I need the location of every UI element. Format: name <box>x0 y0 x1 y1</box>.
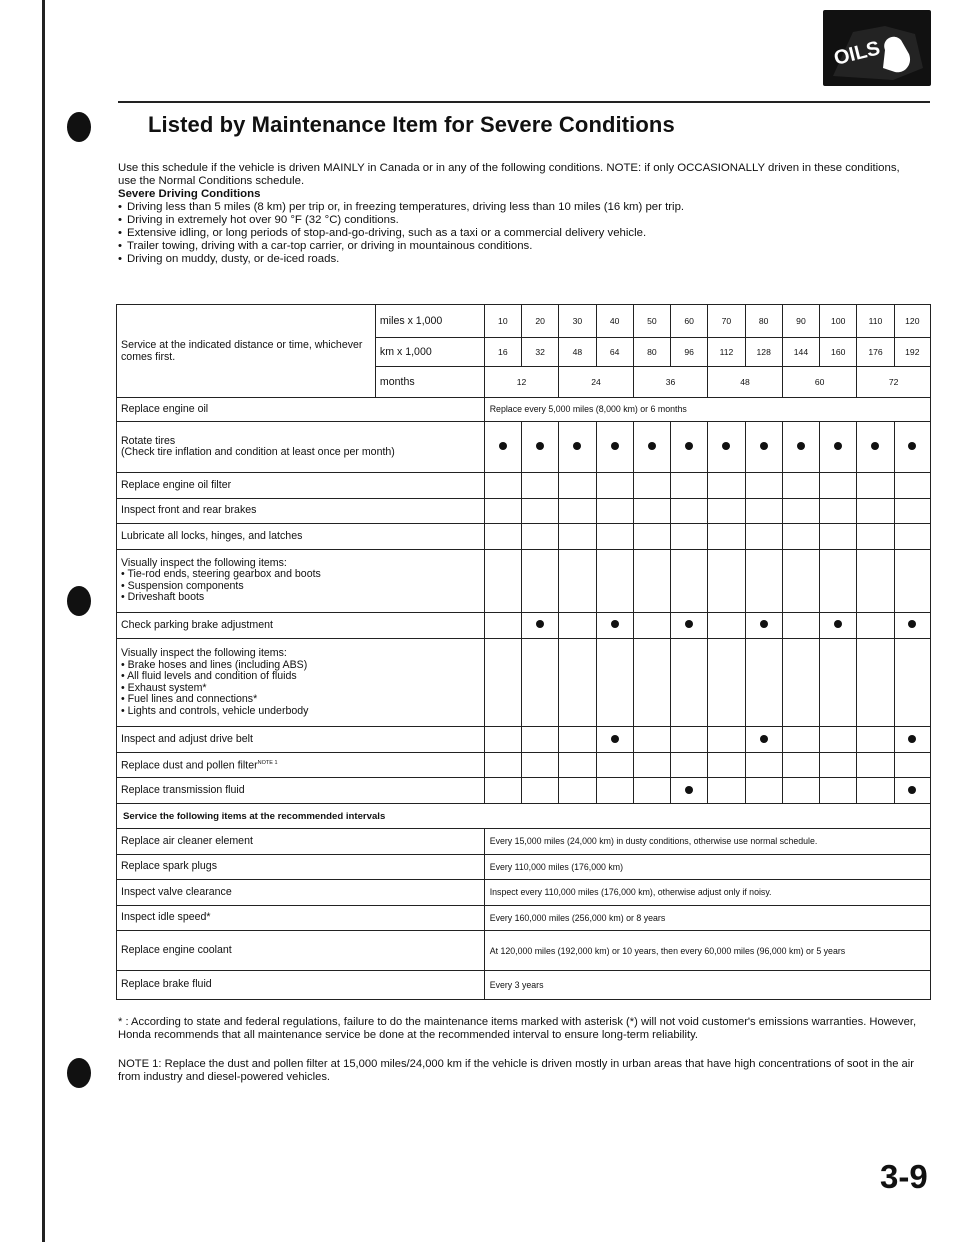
service-dot-cell <box>596 727 633 753</box>
item-brake-fluid: Replace brake fluid <box>117 971 485 1000</box>
service-dot <box>760 620 768 628</box>
service-dot <box>611 620 619 628</box>
service-dot <box>871 442 879 450</box>
oil-interval-note: Replace every 5,000 miles (8,000 km) or 6 months <box>484 397 930 421</box>
visual1-item: • Suspension components <box>121 579 244 592</box>
months-cell: 24 <box>559 367 634 398</box>
km-cell: 128 <box>745 337 782 367</box>
service-dot-cell <box>894 613 930 639</box>
intro-section <box>118 162 918 266</box>
condition-item: • Driving on muddy, dusty, or de-iced roads. <box>118 253 918 266</box>
service-dot-cell <box>782 422 819 473</box>
service-dot-cell <box>745 613 782 639</box>
service-dot-cell <box>894 422 930 473</box>
item-rotate-tires <box>117 422 485 473</box>
km-cell: 112 <box>708 337 745 367</box>
service-dot-cell <box>671 422 708 473</box>
item-drive-belt: Inspect and adjust drive belt <box>117 727 485 753</box>
visual1-item: • Driveshaft boots <box>121 591 205 604</box>
miles-cell: 120 <box>894 305 930 338</box>
miles-cell: 40 <box>596 305 633 338</box>
item-air-cleaner: Replace air cleaner element <box>117 829 485 855</box>
km-label: km x 1,000 <box>375 337 484 367</box>
visual1-heading: Visually inspect the following items: <box>121 556 287 569</box>
service-dot-cell <box>820 422 857 473</box>
item-spark-plugs: Replace spark plugs <box>117 854 485 880</box>
miles-label: miles x 1,000 <box>375 305 484 338</box>
km-cell: 80 <box>633 337 670 367</box>
service-dot-cell <box>894 778 930 804</box>
service-dot-cell <box>894 727 930 753</box>
service-dot <box>685 620 693 628</box>
service-dot <box>685 442 693 450</box>
visual1-item: • Tie-rod ends, steering gearbox and boots <box>121 568 321 581</box>
service-dot-cell <box>596 422 633 473</box>
page-title: Listed by Maintenance Item for Severe Conditions <box>148 112 675 137</box>
visual2-item: • Exhaust system* <box>121 681 207 694</box>
miles-cell: 110 <box>857 305 894 338</box>
months-cell: 12 <box>484 367 559 398</box>
miles-cell: 70 <box>708 305 745 338</box>
rotate-tires-label: Rotate tires <box>121 434 176 447</box>
service-dot-cell <box>708 422 745 473</box>
miles-cell: 80 <box>745 305 782 338</box>
interval-note: Every 110,000 miles (176,000 km) <box>484 854 930 880</box>
service-dot <box>760 442 768 450</box>
service-dot <box>908 620 916 628</box>
item-inspect-brakes: Inspect front and rear brakes <box>117 498 485 524</box>
interval-note: Every 15,000 miles (24,000 km) in dusty conditions, otherwise use normal schedule. <box>484 829 930 855</box>
service-dot <box>722 442 730 450</box>
km-cell: 64 <box>596 337 633 367</box>
km-cell: 144 <box>782 337 819 367</box>
logo-text: OILS <box>831 37 883 70</box>
visual2-item: • All fluid levels and condition of fluids <box>121 670 297 683</box>
miles-cell: 30 <box>559 305 596 338</box>
service-dot <box>611 442 619 450</box>
service-dot <box>834 442 842 450</box>
km-cell: 160 <box>820 337 857 367</box>
visual2-item: • Fuel lines and connections* <box>121 693 258 706</box>
service-dot-cell <box>596 613 633 639</box>
miles-cell: 10 <box>484 305 521 338</box>
interval-note: Every 160,000 miles (256,000 km) or 8 years <box>484 905 930 931</box>
page-number: 3-9 <box>880 1158 928 1195</box>
service-dot-cell <box>521 422 558 473</box>
intro-paragraph: Use this schedule if the vehicle is driven MAINLY in Canada or in any of the following conditions. NOTE: if only OCCASIONALLY driven in these conditions, use the Normal Conditions schedule. <box>118 162 900 187</box>
visual2-item: • Brake hoses and lines (including ABS) <box>121 658 308 671</box>
oil-can-logo <box>823 10 931 86</box>
service-dot <box>760 735 768 743</box>
service-dot-cell <box>671 613 708 639</box>
item-dust-pollen-filter: Replace dust and pollen filter$^{NOTE 1}$ <box>117 752 485 778</box>
km-cell: 96 <box>671 337 708 367</box>
margin-bullet <box>67 112 91 142</box>
visual2-item: • Lights and controls, vehicle underbody <box>121 704 309 717</box>
service-dot <box>536 620 544 628</box>
service-dot-cell <box>633 422 670 473</box>
item-replace-engine-oil: Replace engine oil <box>117 397 485 421</box>
schedule-header-label: Service at the indicated distance or time, whichever comes first. <box>117 305 376 398</box>
note1-superscript: NOTE 1 <box>257 760 278 767</box>
item-engine-coolant: Replace engine coolant <box>117 931 485 971</box>
item-replace-oil-filter: Replace engine oil filter <box>117 473 485 499</box>
km-cell: 192 <box>894 337 930 367</box>
interval-note: Inspect every 110,000 miles (176,000 km), otherwise adjust only if noisy. <box>484 880 930 906</box>
service-dot-cell <box>745 422 782 473</box>
service-dot-cell <box>559 422 596 473</box>
months-cell: 72 <box>857 367 931 398</box>
note1-footnote: NOTE 1: Replace the dust and pollen filter at 15,000 miles/24,000 km if the vehicle is driven mostly in urban areas that have high concentrations of soot in the air from industry and diesel-powered vehicles. <box>118 1058 914 1083</box>
item-visual-inspection-1 <box>117 549 485 612</box>
interval-note: At 120,000 miles (192,000 km) or 10 years, then every 60,000 miles (96,000 km) or 5 years <box>484 931 930 971</box>
service-dot <box>908 786 916 794</box>
conditions-list <box>118 201 918 266</box>
service-dot-cell <box>671 778 708 804</box>
condition-item: • Extensive idling, or long periods of stop-and-go-driving, such as a taxi or a commercial delivery vehicle. <box>118 227 918 240</box>
service-dot <box>536 442 544 450</box>
months-cell: 48 <box>708 367 783 398</box>
service-dot-cell <box>745 727 782 753</box>
months-label: months <box>375 367 484 398</box>
service-dot-cell <box>521 613 558 639</box>
service-dot <box>908 442 916 450</box>
margin-bullet <box>67 586 91 616</box>
service-dot-cell <box>820 613 857 639</box>
service-dot <box>573 442 581 450</box>
conditions-heading: Severe Driving Conditions <box>118 188 261 200</box>
miles-cell: 50 <box>633 305 670 338</box>
service-dot <box>908 735 916 743</box>
condition-item: • Driving in extremely hot over 90 °F (32 °C) conditions. <box>118 214 918 227</box>
item-parking-brake: Check parking brake adjustment <box>117 613 485 639</box>
item-lubricate-locks: Lubricate all locks, hinges, and latches <box>117 524 485 550</box>
months-cell: 36 <box>633 367 708 398</box>
visual2-heading: Visually inspect the following items: <box>121 647 287 660</box>
item-idle-speed: Inspect idle speed* <box>117 905 485 931</box>
interval-note: Every 3 years <box>484 971 930 1000</box>
item-transmission-fluid: Replace transmission fluid <box>117 778 485 804</box>
miles-cell: 60 <box>671 305 708 338</box>
months-cell: 60 <box>782 367 857 398</box>
binder-margin-line <box>42 0 45 1242</box>
condition-item: • Trailer towing, driving with a car-top carrier, or driving in mountainous conditions. <box>118 240 918 253</box>
condition-item: • Driving less than 5 miles (8 km) per trip or, in freezing temperatures, driving less than 10 miles (16 km) per trip. <box>118 201 918 214</box>
header-rule <box>118 101 930 103</box>
recommended-intervals-heading: Service the following items at the recommended intervals <box>117 803 931 829</box>
km-cell: 176 <box>857 337 894 367</box>
miles-cell: 20 <box>521 305 558 338</box>
miles-cell: 100 <box>820 305 857 338</box>
asterisk-footnote: * : According to state and federal regulations, failure to do the maintenance items marked with asterisk (*) will not void customer's emissions warranties. However, Honda recommends that all maintenance service be done at the recommended interval to ensure long-term reliability. <box>118 1016 917 1041</box>
maintenance-schedule-table <box>116 304 931 1000</box>
km-cell: 48 <box>559 337 596 367</box>
rotate-tires-sub: (Check tire inflation and condition at least once per month) <box>121 446 395 459</box>
service-dot <box>685 786 693 794</box>
item-valve-clearance: Inspect valve clearance <box>117 880 485 906</box>
item-visual-inspection-2 <box>117 638 485 727</box>
margin-bullet <box>67 1058 91 1088</box>
service-dot <box>499 442 507 450</box>
service-dot <box>648 442 656 450</box>
km-cell: 16 <box>484 337 521 367</box>
miles-cell: 90 <box>782 305 819 338</box>
service-dot <box>611 735 619 743</box>
service-dot <box>797 442 805 450</box>
service-dot-cell <box>857 422 894 473</box>
service-dot-cell <box>484 422 521 473</box>
km-cell: 32 <box>521 337 558 367</box>
service-dot <box>834 620 842 628</box>
